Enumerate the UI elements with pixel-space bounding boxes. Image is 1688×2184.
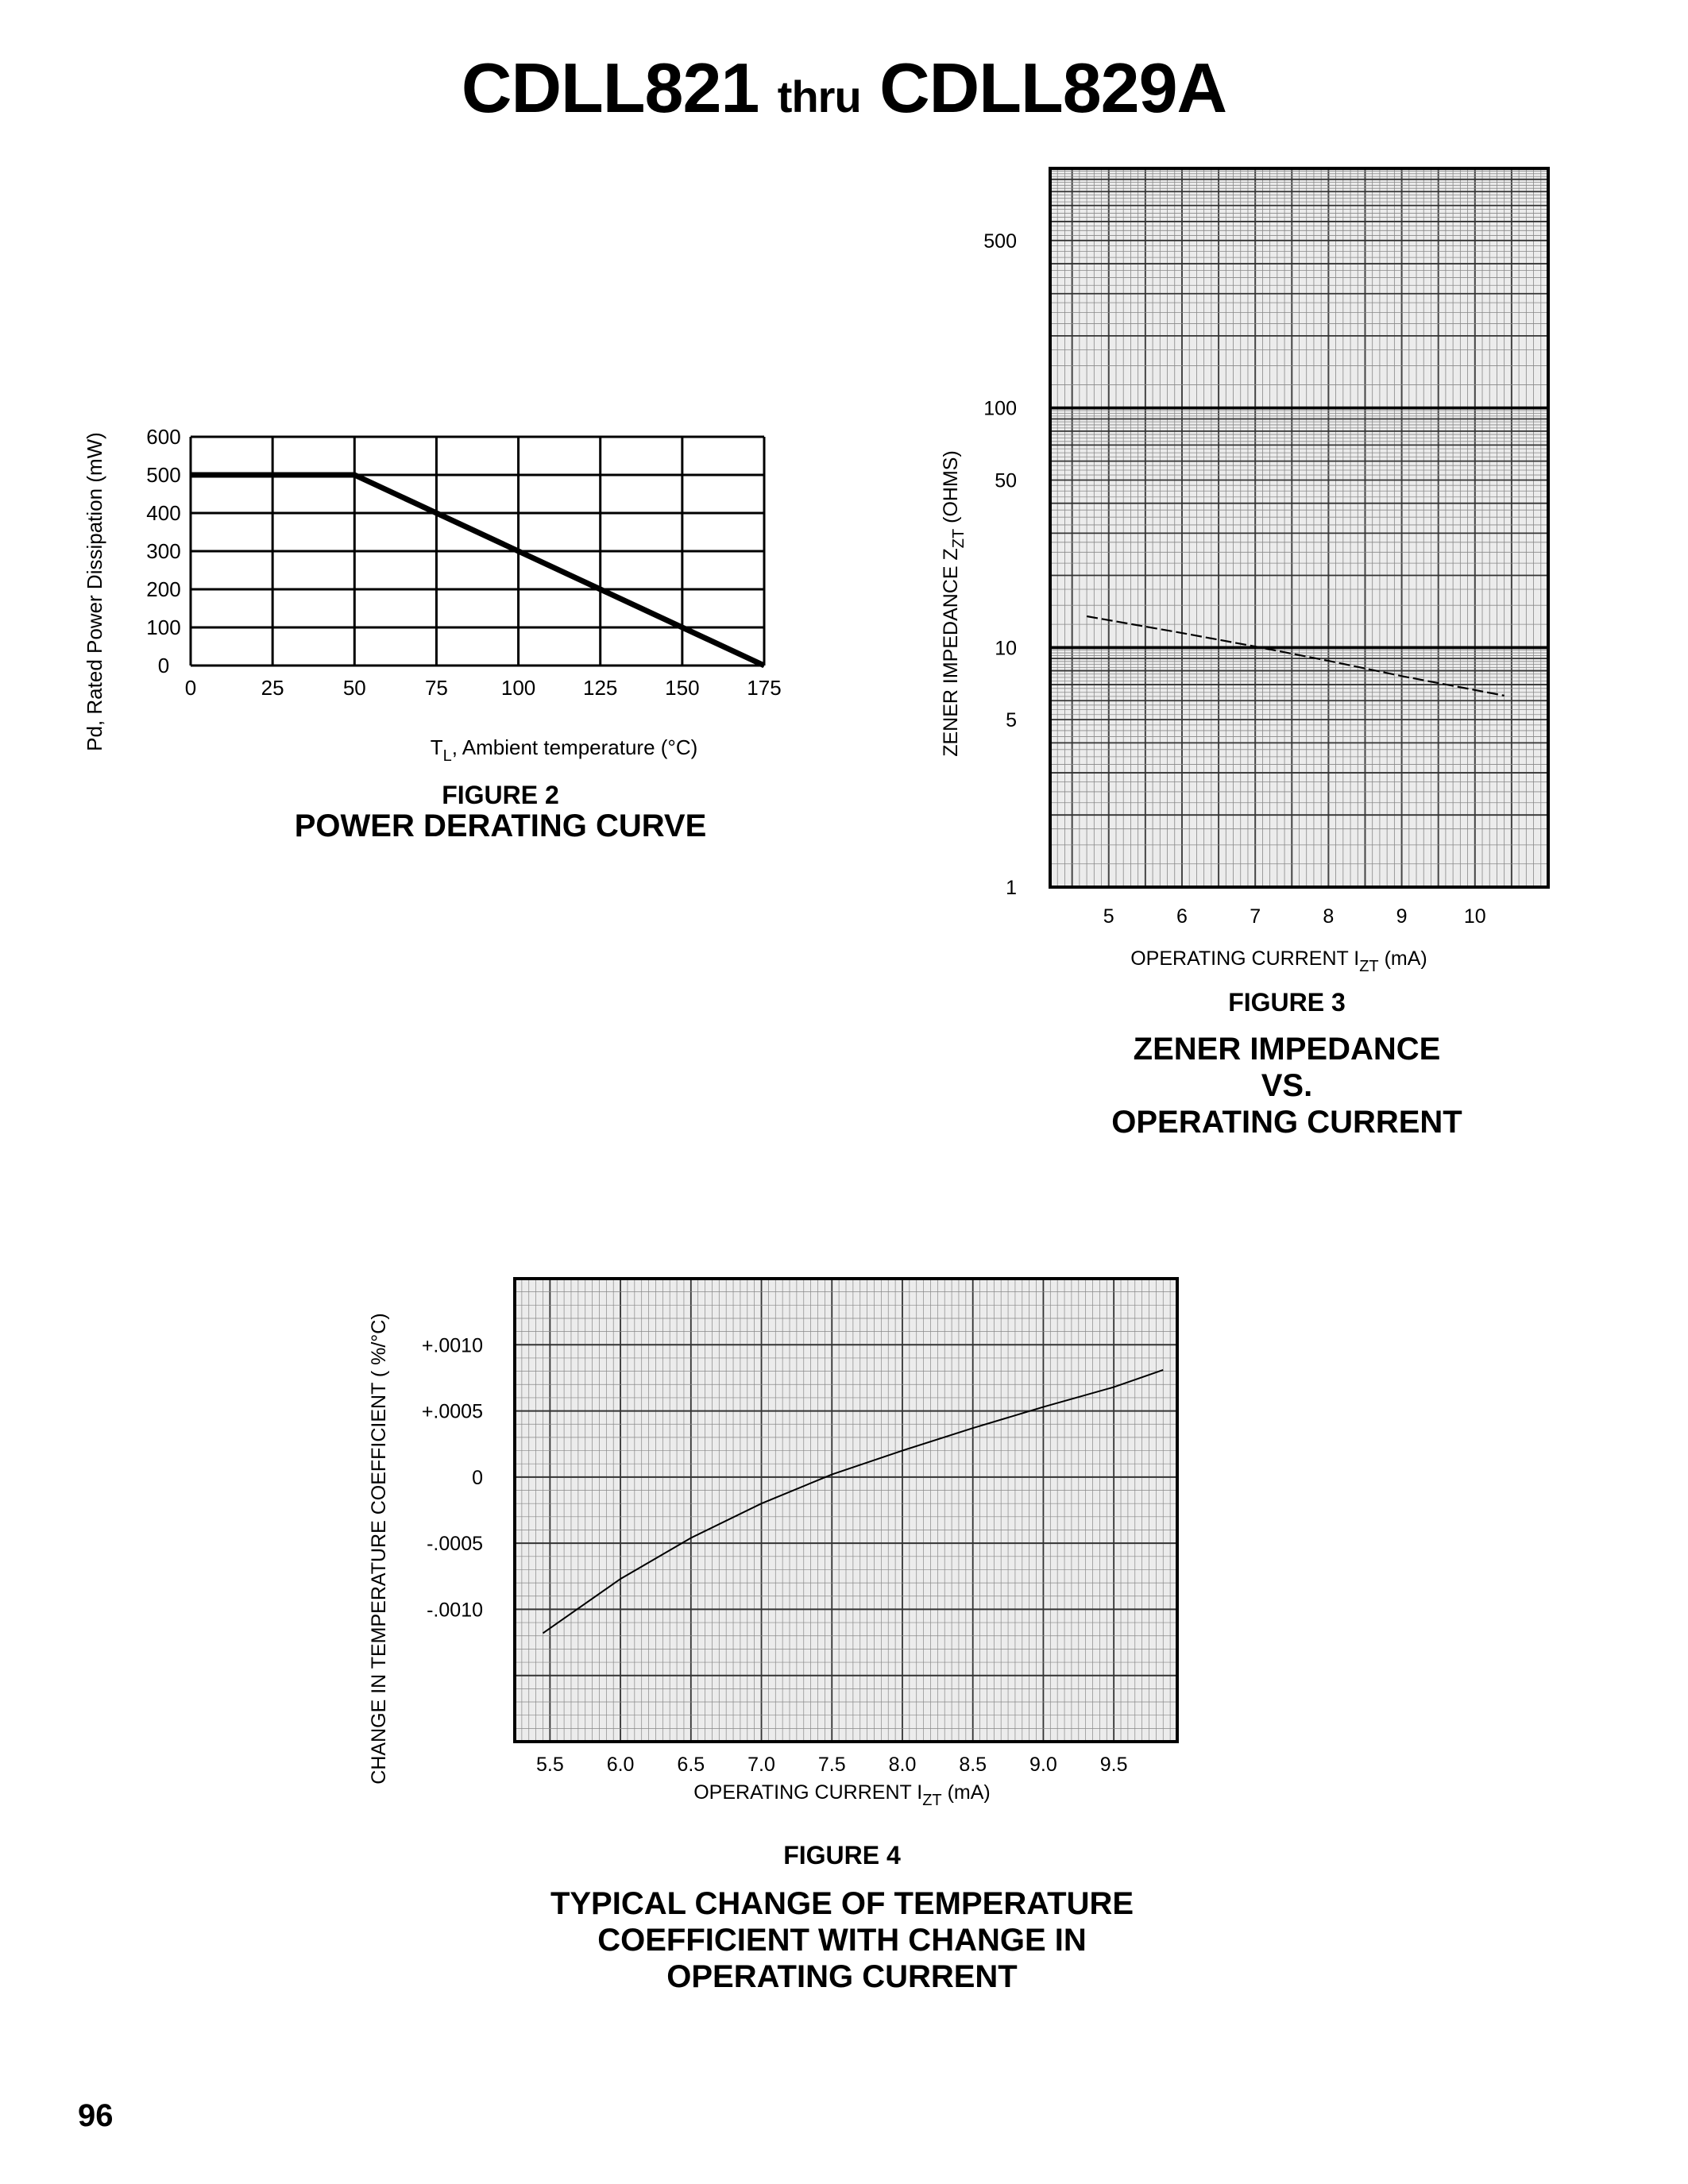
figure4-caption [445,1885,1239,1995]
figure4-xlabel-main: OPERATING CURRENT I [693,1781,923,1804]
figure4-y-axis-label: CHANGE IN TEMPERATURE COEFFICIENT ( %/°C) [368,1313,390,1785]
figure2-y-axis-label: Pd, Rated Power Dissipation (mW) [83,432,106,751]
figure2-x-tick-label: 100 [500,676,536,700]
figure4-x-tick-label: 6.5 [677,1754,705,1776]
figure3-ylabel-sub: ZT [950,528,968,549]
figure2-y-tick-label: 500 [146,463,181,487]
figure2-label: FIGURE 2 [442,781,559,809]
figure2-y-tick-label: 200 [146,577,181,601]
figure4-x-tick-label: 5.5 [535,1754,564,1776]
figure3-xlabel-sub: ZT [1359,958,1379,975]
figure4-caption-line1: TYPICAL CHANGE OF TEMPERATURE [550,1886,1134,1921]
figure4-xlabel-sub: ZT [922,1792,942,1809]
figure3-caption [1033,1031,1541,1140]
figure3-y-tick-label: 100 [983,397,1017,420]
figure3-x-tick-label: 9 [1396,905,1408,928]
figure4-x-tick-label: 7.5 [817,1754,846,1776]
figure4-y-tick-label: +.0005 [421,1400,483,1423]
figure2-y-tick-label: 100 [146,615,181,639]
figure2-caption: POWER DERATING CURVE [294,808,707,843]
figure4-x-tick-label: 9.0 [1029,1754,1057,1776]
figure4-y-tick-label: -.0010 [427,1599,483,1622]
figure3-y-axis-label [940,450,968,757]
figure3-x-tick-label: 8 [1323,905,1335,928]
figure3-y-tick-label: 50 [995,469,1017,492]
figure3-x-tick-label: 5 [1103,905,1114,928]
figure3-label: FIGURE 3 [1228,988,1346,1017]
figure2-x-tick-label: 125 [583,676,618,700]
figure3-ylabel-main: ZENER IMPEDANCE Z [940,548,962,757]
figure2-xlabel-rest: , Ambient temperature (°C) [451,735,698,759]
figure2-x-tick-label: 0 [184,676,197,700]
figure4-x-tick-label: 8.5 [959,1754,987,1776]
figure3-chart [0,0,1688,975]
figure3-y-tick-label: 1 [1006,877,1017,899]
figure4-x-tick-label: 9.5 [1099,1754,1128,1776]
figure3-x-tick-label: 7 [1250,905,1261,928]
figure4-x-tick-label: 7.0 [747,1754,775,1776]
figure3-x-tick-label: 10 [1463,905,1486,928]
figure2-xlabel-sub: L [442,747,452,765]
title-part2: CDLL829A [879,48,1227,127]
figure4-y-tick-label: +.0010 [421,1334,483,1357]
title-part1: CDLL821 [461,48,759,127]
figure4-y-tick-label: -.0005 [427,1533,483,1556]
figure4-y-tick-label: 0 [472,1466,483,1489]
figure3-y-tick-label: 500 [983,230,1017,253]
figure2-x-tick-label: 50 [342,676,366,700]
figure3-xlabel-rest: (mA) [1378,947,1427,970]
figure3-caption-line3: OPERATING CURRENT [1111,1105,1462,1140]
figure2-x-tick-label: 175 [747,676,782,700]
figure4-xlabel-rest: (mA) [941,1781,991,1804]
figure3-x-axis-label [1130,947,1427,975]
figure2-y-tick-label: 0 [157,654,170,677]
figure4-label: FIGURE 4 [783,1841,901,1870]
figure4-x-tick-label: 8.0 [888,1754,917,1776]
figure2-y-tick-label: 600 [146,425,181,449]
figure2-y-tick-label: 400 [146,501,181,525]
figure4-x-axis-label [693,1781,991,1809]
figure4-caption-line2: COEFFICIENT WITH CHANGE IN [597,1923,1087,1958]
figure3-ylabel-rest: (OHMS) [940,450,962,529]
page-number: 96 [78,2098,114,2133]
figure3-x-tick-label: 6 [1176,905,1188,928]
figure3-xlabel-main: OPERATING CURRENT I [1130,947,1360,970]
figure2-xlabel-main: T [430,735,443,759]
figure2-x-tick-label: 75 [424,676,448,700]
figure3-caption-line1: ZENER IMPEDANCE [1133,1032,1441,1067]
figure4-caption-line3: OPERATING CURRENT [666,1959,1018,1994]
figure4-chart [0,1191,1688,1827]
figure4-x-tick-label: 6.0 [606,1754,635,1776]
figure2-y-tick-label: 300 [146,539,181,563]
figure2-x-tick-label: 150 [665,676,700,700]
figure3-y-tick-label: 10 [995,637,1017,660]
figure2-x-tick-label: 25 [261,676,284,700]
figure3-y-tick-label: 5 [1006,709,1017,732]
figure3-caption-line2: VS. [1261,1068,1313,1103]
title-thru: thru [777,71,861,122]
